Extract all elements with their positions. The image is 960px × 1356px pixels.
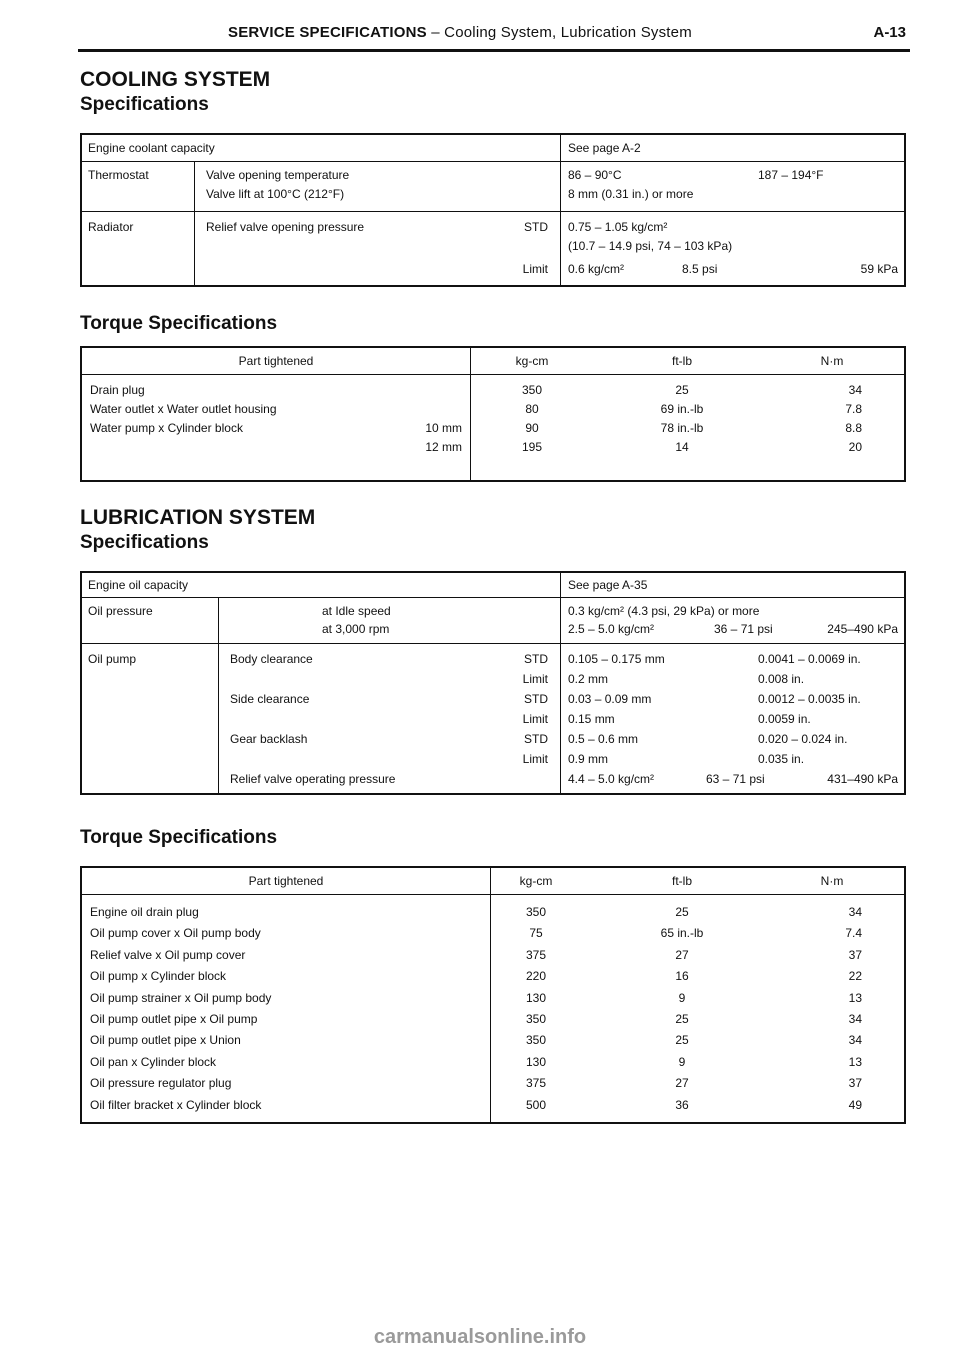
- torque2-nm: 22: [848, 969, 862, 984]
- torque2-part: Oil pump outlet pipe x Oil pump: [90, 1012, 258, 1026]
- torque1-ft: 25: [675, 383, 689, 397]
- torque2-nm: 34: [848, 1012, 862, 1026]
- thermostat-item-2: Valve lift at 100°C (212°F): [206, 187, 345, 201]
- torque2-part: Engine oil drain plug: [90, 905, 199, 919]
- torque2-nm: 7.4: [845, 926, 862, 941]
- page-header: [78, 18, 910, 50]
- torque1-nm: 20: [848, 440, 862, 454]
- relief-valve-b: 63 – 71 psi: [706, 772, 765, 786]
- radiator-limit-b: 8.5 psi: [682, 262, 718, 276]
- torque2-part: Oil pump outlet pipe x Union: [90, 1033, 241, 1048]
- torque1-sub: 10 mm: [425, 421, 462, 435]
- oil-capacity-value: See page A-35: [568, 578, 648, 592]
- torque2-part: Oil pan x Cylinder block: [90, 1054, 217, 1069]
- torque1-ft: 69 in.-lb: [660, 402, 704, 416]
- thermostat-item-1: Valve opening temperature: [206, 168, 350, 182]
- oil-pump-in: 0.035 in.: [758, 752, 805, 766]
- oil-pump-std: Limit: [522, 752, 548, 766]
- oil-pump-std: STD: [524, 732, 548, 746]
- torque1-nm: 8.8: [845, 421, 862, 435]
- torque2-nm: 34: [848, 1033, 862, 1048]
- torque2-heading: Torque Specifications: [80, 827, 278, 848]
- torque2-kg: 220: [525, 969, 547, 984]
- torque2-kg: 130: [525, 1054, 547, 1069]
- torque1-kg: 195: [521, 440, 543, 454]
- torque2-col-ft: ft-lb: [671, 874, 692, 888]
- torque1-heading: Torque Specifications: [80, 313, 278, 334]
- oil-pressure-value-2c: 245–490 kPa: [827, 622, 898, 636]
- torque1-part: Water pump x Cylinder block: [90, 421, 243, 435]
- torque2-nm: 49: [848, 1097, 862, 1112]
- oil-pressure-item-2: at 3,000 rpm: [322, 622, 390, 636]
- torque2-col-kg: kg-cm: [519, 874, 553, 888]
- relief-valve-c: 431–490 kPa: [827, 772, 898, 786]
- oil-pump-mm: 0.15 mm: [568, 712, 615, 726]
- torque2-nm: 13: [848, 1054, 862, 1069]
- oil-pump-in: 0.0012 – 0.0035 in.: [758, 692, 861, 706]
- torque2-part: Oil pressure regulator plug: [90, 1076, 232, 1091]
- torque2-table: [80, 866, 906, 1124]
- cooling-specs-table: [80, 133, 906, 287]
- thermostat-value-1b: 187 – 194°F: [758, 168, 824, 182]
- torque2-kg: 130: [525, 990, 547, 1005]
- torque2-nm: 34: [848, 905, 862, 919]
- coolant-capacity-value: See page A-2: [568, 141, 641, 155]
- torque1-col-nm: N·m: [820, 354, 844, 368]
- oil-pump-std: Limit: [522, 712, 548, 726]
- radiator-limit-a: 0.6 kg/cm²: [568, 262, 625, 276]
- oil-pump-in: 0.020 – 0.024 in.: [758, 732, 848, 746]
- torque2-ft: 36: [675, 1097, 689, 1112]
- page-number: A-13: [873, 24, 906, 41]
- lubrication-specs-table: [80, 571, 906, 795]
- oil-pump-in: 0.0059 in.: [758, 712, 811, 726]
- coolant-capacity-label: Engine coolant capacity: [88, 141, 215, 155]
- torque1-table: [80, 346, 906, 482]
- torque2-nm: 37: [848, 1076, 862, 1091]
- oil-pump-label: Oil pump: [88, 652, 137, 666]
- torque2-ft: 9: [678, 1054, 686, 1069]
- torque2-kg: 375: [525, 1076, 547, 1091]
- oil-pressure-item-1: at Idle speed: [322, 604, 391, 618]
- torque2-ft: 27: [675, 1076, 689, 1091]
- lubrication-heading: LUBRICATION SYSTEM: [80, 506, 316, 529]
- torque2-kg: 350: [525, 1012, 547, 1026]
- cooling-specs-heading: Specifications: [80, 94, 209, 115]
- torque2-col-part: Part tightened: [248, 874, 324, 888]
- oil-pump-item: Gear backlash: [230, 732, 308, 746]
- torque1-kg: 350: [521, 383, 543, 397]
- torque1-part: Water outlet x Water outlet housing: [90, 402, 277, 416]
- relief-valve-a: 4.4 – 5.0 kg/cm²: [568, 772, 655, 786]
- torque1-ft: 14: [675, 440, 689, 454]
- radiator-value-2: (10.7 – 14.9 psi, 74 – 103 kPa): [568, 239, 733, 253]
- torque1-sub: 12 mm: [425, 440, 462, 454]
- torque1-ft: 78 in.-lb: [660, 421, 704, 435]
- oil-pump-in: 0.008 in.: [758, 672, 805, 686]
- radiator-item: Relief valve opening pressure: [206, 220, 365, 234]
- torque2-kg: 500: [525, 1097, 547, 1112]
- torque1-nm: 34: [848, 383, 862, 397]
- oil-pump-in: 0.0041 – 0.0069 in.: [758, 652, 861, 666]
- header-rule: [78, 49, 910, 52]
- torque2-ft: 27: [675, 947, 689, 962]
- radiator-value-1: 0.75 – 1.05 kg/cm²: [568, 220, 668, 234]
- torque2-part: Oil pump cover x Oil pump body: [90, 926, 261, 941]
- torque1-col-ft: ft-lb: [671, 354, 692, 368]
- torque2-ft: 25: [675, 1012, 689, 1026]
- torque1-kg: 80: [525, 402, 539, 416]
- torque2-kg: 375: [525, 947, 547, 962]
- oil-pump-std: Limit: [522, 672, 548, 686]
- torque2-ft: 16: [675, 969, 689, 984]
- torque2-part: Oil pump strainer x Oil pump body: [90, 990, 272, 1005]
- radiator-std: STD: [524, 220, 548, 234]
- oil-pump-std: STD: [524, 652, 548, 666]
- thermostat-value-1a: 86 – 90°C: [568, 168, 622, 182]
- torque1-nm: 7.8: [845, 402, 862, 416]
- oil-pump-item: Side clearance: [230, 692, 310, 706]
- oil-pressure-value-1: 0.3 kg/cm² (4.3 psi, 29 kPa) or more: [568, 604, 760, 618]
- torque1-part: Drain plug: [90, 383, 145, 397]
- torque2-nm: 13: [848, 990, 862, 1005]
- radiator-limit: Limit: [522, 262, 548, 276]
- torque2-ft: 25: [675, 1033, 689, 1048]
- torque1-kg: 90: [525, 421, 539, 435]
- oil-pressure-label: Oil pressure: [88, 604, 153, 618]
- torque2-kg: 75: [529, 926, 543, 941]
- lubrication-specs-heading: Specifications: [80, 532, 209, 553]
- torque2-kg: 350: [525, 1033, 547, 1048]
- header-title: SERVICE SPECIFICATIONS – Cooling System, Lubrication System: [228, 24, 692, 41]
- cooling-heading: COOLING SYSTEM: [80, 68, 271, 91]
- thermostat-label: Thermostat: [88, 168, 149, 182]
- oil-capacity-label: Engine oil capacity: [88, 578, 189, 592]
- torque2-part: Relief valve x Oil pump cover: [90, 947, 246, 962]
- torque1-col-kg: kg-cm: [515, 354, 549, 368]
- torque2-nm: 37: [848, 947, 862, 962]
- oil-pump-mm: 0.03 – 0.09 mm: [568, 692, 652, 706]
- radiator-limit-c: 59 kPa: [860, 262, 898, 276]
- oil-pump-mm: 0.9 mm: [568, 752, 609, 766]
- torque2-part: Oil filter bracket x Cylinder block: [90, 1097, 262, 1112]
- torque2-col-nm: N·m: [820, 874, 844, 888]
- oil-pressure-value-2b: 36 – 71 psi: [714, 622, 773, 636]
- oil-pump-mm: 0.5 – 0.6 mm: [568, 732, 639, 746]
- torque2-ft: 65 in.-lb: [660, 926, 704, 941]
- thermostat-value-2: 8 mm (0.31 in.) or more: [568, 187, 694, 201]
- oil-pump-mm: 0.105 – 0.175 mm: [568, 652, 665, 666]
- torque1-col-part: Part tightened: [238, 354, 314, 368]
- torque2-ft: 25: [675, 905, 689, 919]
- oil-pump-mm: 0.2 mm: [568, 672, 609, 686]
- oil-pump-item: Body clearance: [230, 652, 313, 666]
- torque2-kg: 350: [525, 905, 547, 919]
- oil-pressure-value-2a: 2.5 – 5.0 kg/cm²: [568, 622, 655, 636]
- watermark: carmanualsonline.info: [373, 1326, 587, 1348]
- torque2-part: Oil pump x Cylinder block: [90, 969, 227, 984]
- oil-pump-std: STD: [524, 692, 548, 706]
- torque2-ft: 9: [678, 990, 686, 1005]
- radiator-label: Radiator: [88, 220, 134, 234]
- relief-valve-item: Relief valve operating pressure: [230, 772, 396, 786]
